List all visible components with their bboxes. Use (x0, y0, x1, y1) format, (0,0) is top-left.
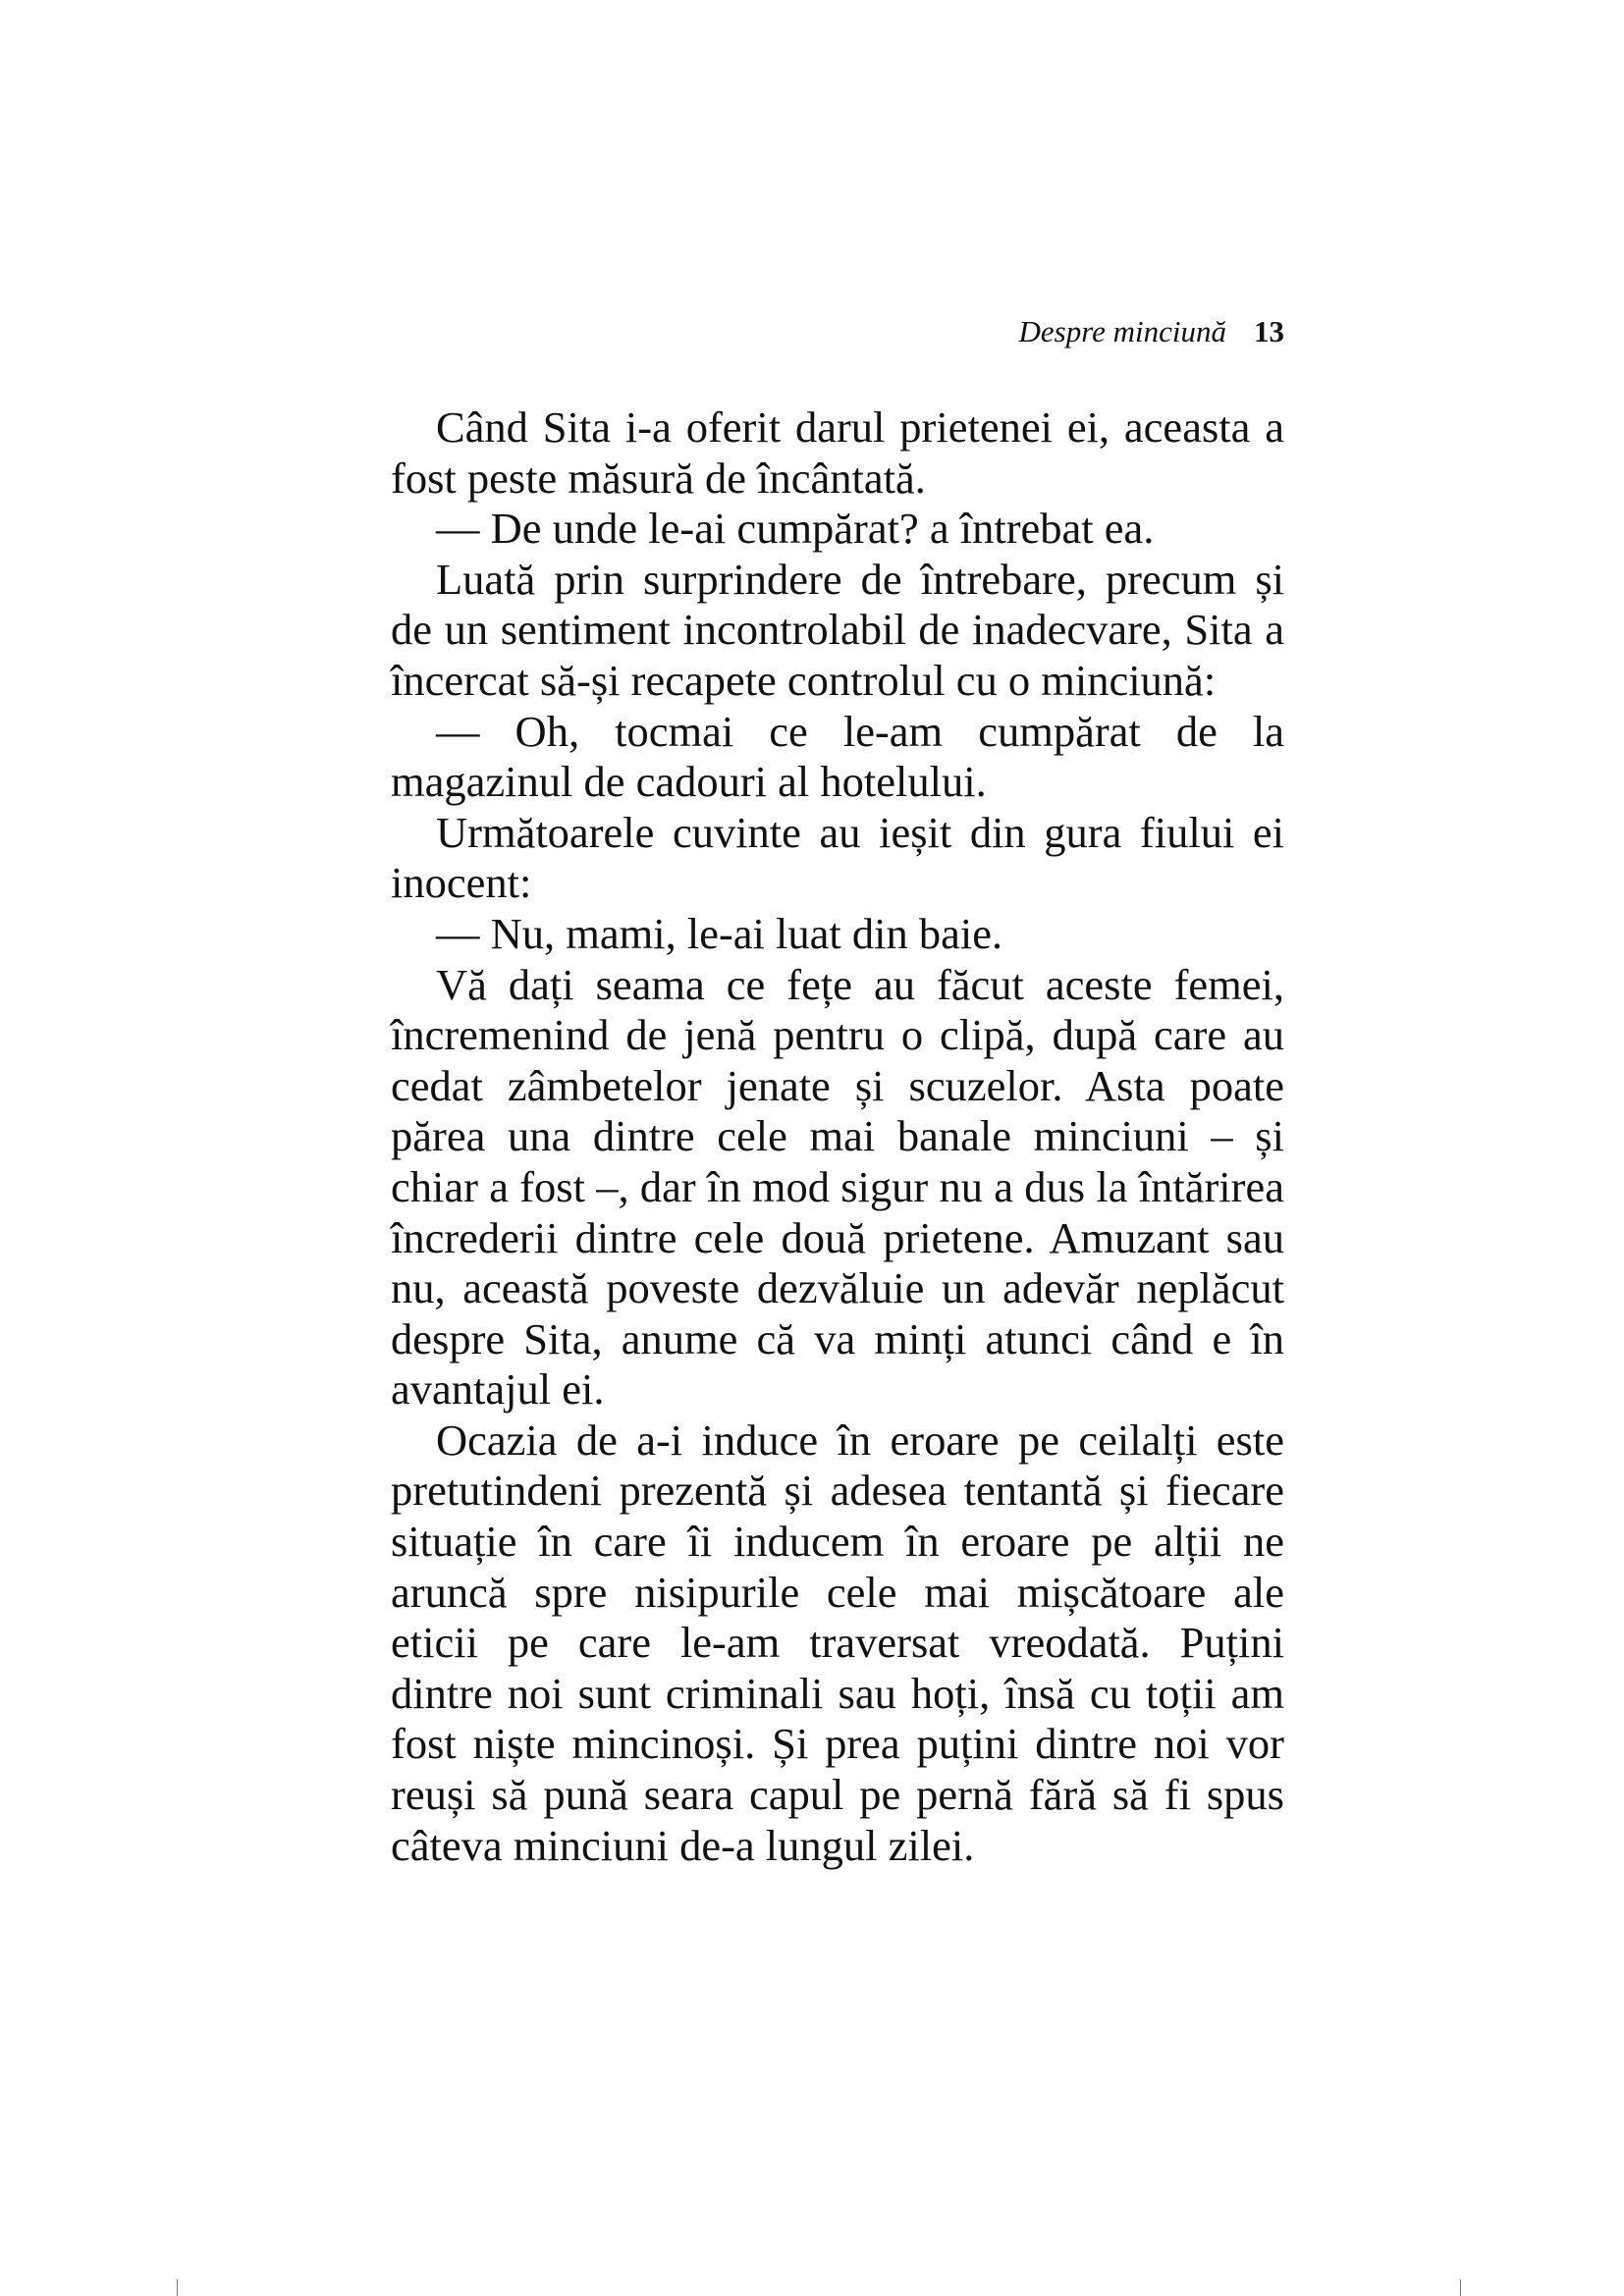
paragraph: Vă dați seama ce fețe au făcut aceste femei, încremenind de jenă pentru o clipă, după care au cedat zâmbetelor jenate și scuzelor. Asta poate părea una dintre cele mai banale minciuni – și chiar a fost –, dar în mod sigur nu a dus la întărirea încrederii dintre cele două prietene. Amuzant sau nu, această poveste dezvăluie un adevăr neplăcut despre Sita, anume că va minți atunci când e în avantajul ei. (391, 959, 1284, 1415)
running-title: Despre minciună (1018, 314, 1226, 348)
running-header (391, 312, 1284, 351)
dialogue-line: — Oh, tocmai ce le-am cumpărat de la magazinul de cadouri al hotelului. (391, 706, 1284, 807)
crop-mark (177, 2279, 178, 2296)
paragraph: Următoarele cuvinte au ieșit din gura fiului ei inocent: (391, 807, 1284, 908)
body-text (391, 402, 1284, 1871)
dialogue-line: — De unde le-ai cumpărat? a întrebat ea. (436, 504, 1155, 554)
paragraph: Când Sita i-a oferit darul prietenei ei, aceasta a fost peste măsură de încântată. (391, 402, 1284, 503)
paragraph: Ocazia de a-i induce în eroare pe ceilalți este pretutindeni prezentă și adesea tentantă și fiecare situație în care îi inducem în eroare pe alții ne aruncă spre nisipurile cele mai mișcătoare ale eticii pe care le-am traversat vreodată. Puțini dintre noi sunt criminali sau hoți, însă cu toții am fost niște mincinoși. Și prea puțini dintre noi vor reuși să pună seara capul pe pernă fără să fi spus câteva minciuni de-a lungul zilei. (391, 1415, 1284, 1870)
paragraph: Luată prin surprindere de întrebare, precum și de un sentiment incontrolabil de inadecvare, Sita a încercat să-și recapete controlul cu o minciună: (391, 554, 1284, 705)
crop-mark (1460, 2279, 1461, 2296)
dialogue-line: — Nu, mami, le-ai luat din baie. (436, 908, 1003, 958)
page-number: 13 (1254, 314, 1284, 348)
